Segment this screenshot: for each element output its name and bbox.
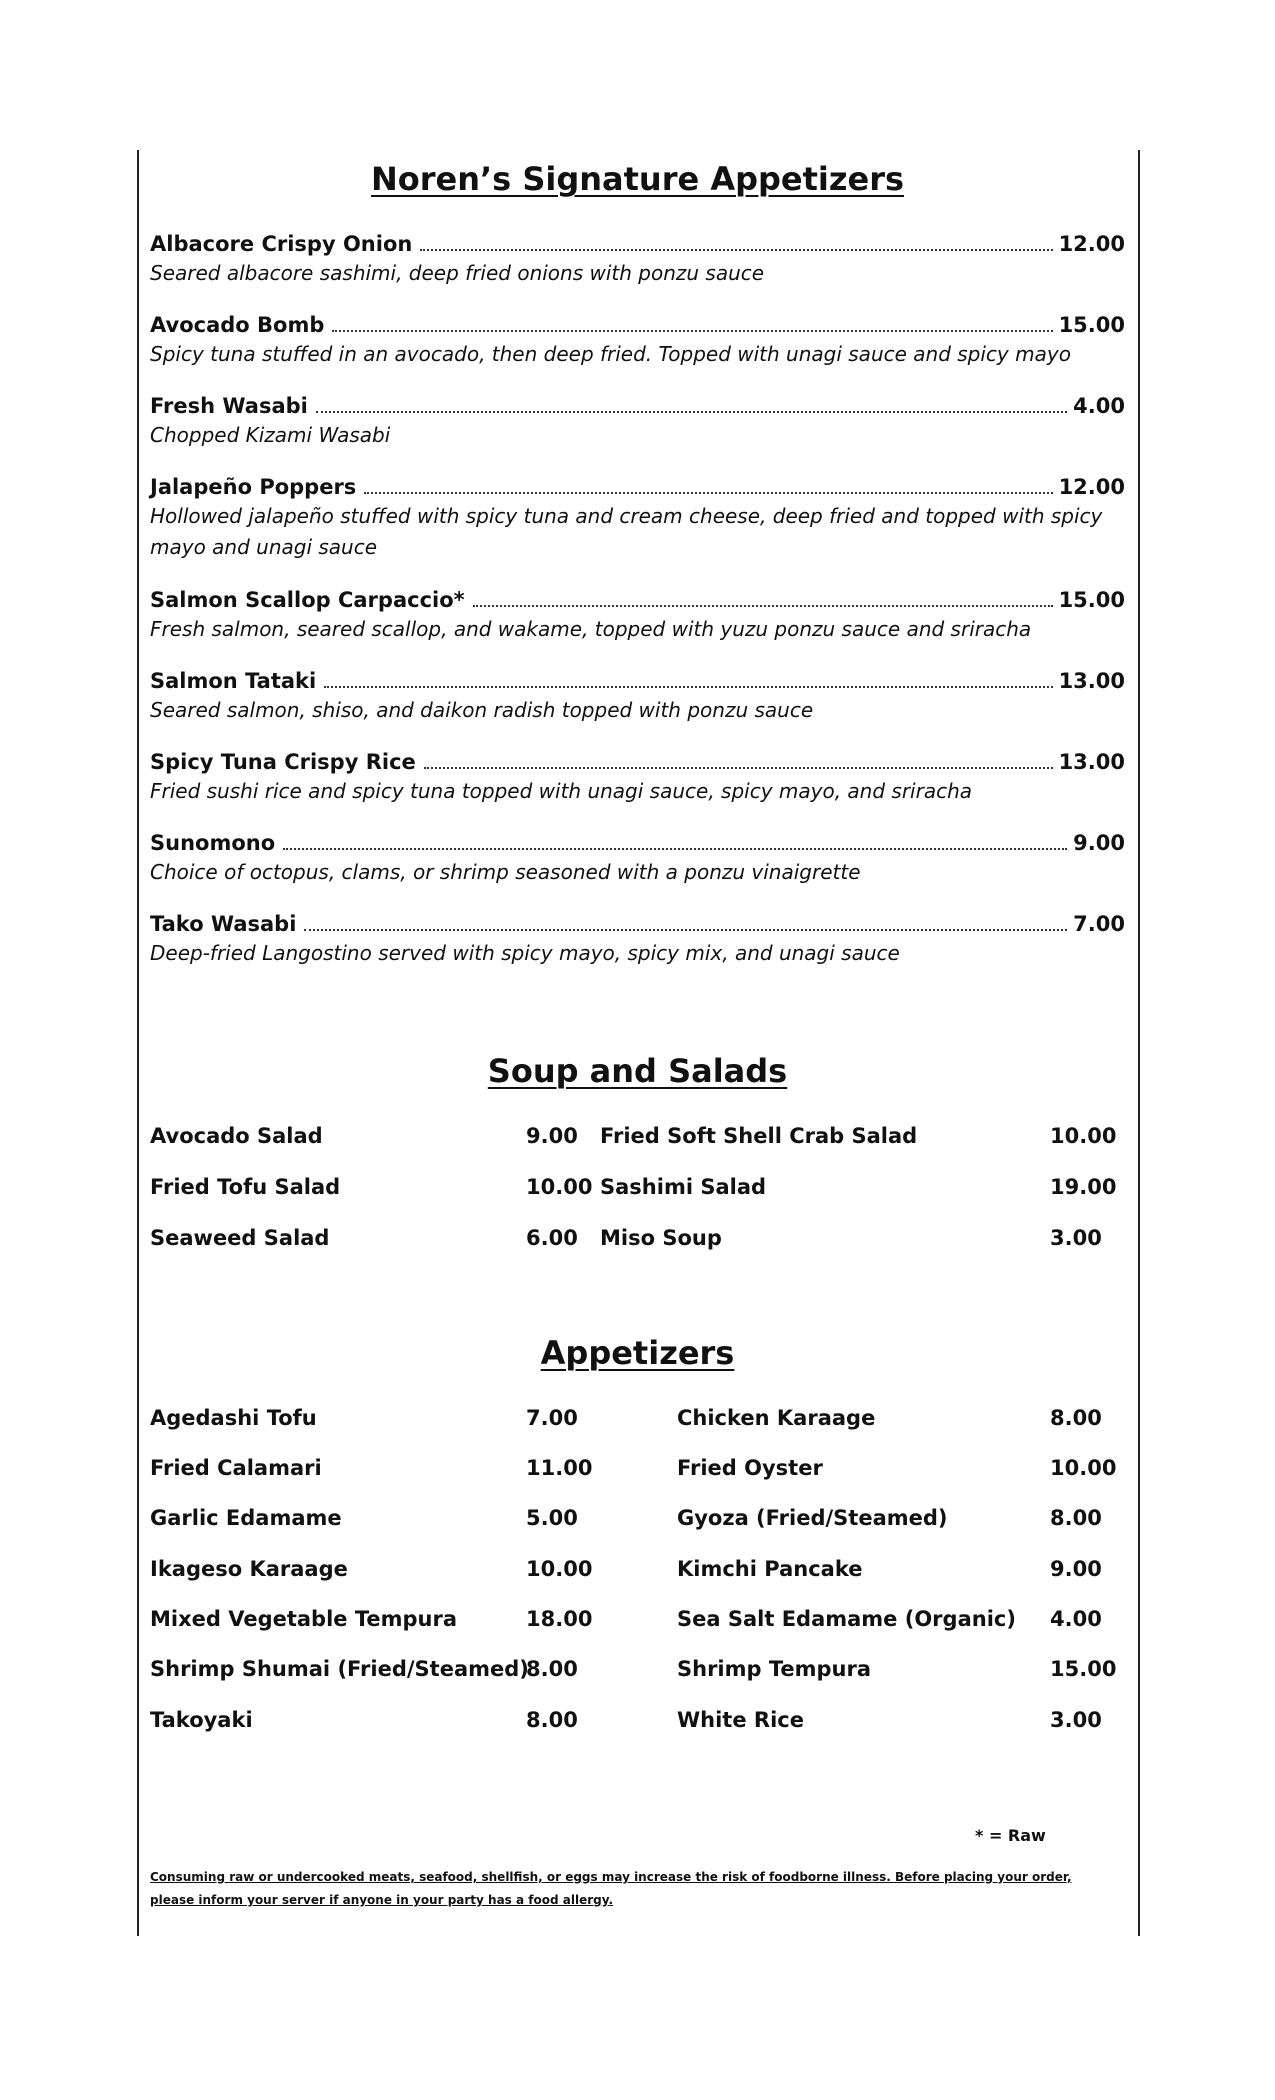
item-description: Choice of octopus, clams, or shrimp seasoned with a ponzu vinaigrette	[150, 860, 861, 884]
soups-section-title: Soup and Salads	[487, 1052, 788, 1090]
raw-legend: * = Raw	[975, 1826, 1046, 1845]
item-name: Avocado Salad	[150, 1124, 323, 1148]
item-name: Shrimp Shumai (Fried/Steamed)	[150, 1657, 529, 1681]
item-price: 10.00	[1050, 1124, 1117, 1148]
dot-leader	[316, 411, 1067, 413]
menu-row	[150, 1708, 1125, 1738]
left-border-line	[137, 150, 139, 1936]
item-price: 3.00	[1050, 1708, 1102, 1732]
item-price: 7.00	[526, 1406, 578, 1430]
item-description: Hollowed jalapeño stuffed with spicy tuna and cream cheese, deep fried and topped with spicy mayo and unagi sauce	[150, 504, 1103, 559]
menu-row	[150, 1657, 1125, 1687]
dot-leader	[324, 686, 1052, 688]
dot-leader	[424, 767, 1053, 769]
menu-item	[150, 750, 1125, 807]
item-description: Fresh salmon, seared scallop, and wakame, topped with yuzu ponzu sauce and sriracha	[150, 617, 1032, 641]
dot-leader	[364, 492, 1052, 494]
item-name: Mixed Vegetable Tempura	[150, 1607, 458, 1631]
item-name: White Rice	[677, 1708, 804, 1732]
menu-item	[150, 669, 1125, 726]
item-name: Seaweed Salad	[150, 1226, 330, 1250]
item-price: 11.00	[526, 1456, 593, 1480]
item-name: Fresh Wasabi	[150, 394, 308, 418]
item-price: 6.00	[526, 1226, 578, 1250]
item-name: Miso Soup	[600, 1226, 722, 1250]
item-price: 5.00	[526, 1506, 578, 1530]
item-name: Sashimi Salad	[600, 1175, 767, 1199]
menu-row	[150, 1506, 1125, 1536]
item-description: Seared albacore sashimi, deep fried onions with ponzu sauce	[150, 261, 765, 285]
signature-section-title: Noren’s Signature Appetizers	[370, 160, 905, 198]
menu-item	[150, 232, 1125, 289]
item-name: Fried Soft Shell Crab Salad	[600, 1124, 918, 1148]
item-name: Sea Salt Edamame (Organic)	[677, 1607, 1016, 1631]
item-name: Tako Wasabi	[150, 912, 297, 936]
menu-row	[150, 1226, 1125, 1256]
item-description: Deep-fried Langostino served with spicy mayo, spicy mix, and unagi sauce	[150, 941, 900, 965]
item-price: 9.00	[526, 1124, 578, 1148]
item-name: Agedashi Tofu	[150, 1406, 317, 1430]
dot-leader	[332, 330, 1052, 332]
dot-leader	[304, 929, 1067, 931]
item-name: Albacore Crispy Onion	[150, 232, 413, 256]
item-price: 9.00	[1073, 831, 1125, 855]
item-name: Ikageso Karaage	[150, 1557, 348, 1581]
item-name: Salmon Tataki	[150, 669, 317, 693]
menu-item	[150, 588, 1125, 645]
menu-row	[150, 1124, 1125, 1154]
menu-row	[150, 1456, 1125, 1486]
item-name: Fried Tofu Salad	[150, 1175, 341, 1199]
item-price: 10.00	[526, 1557, 593, 1581]
appetizers-section-title: Appetizers	[540, 1334, 735, 1372]
dot-leader	[283, 848, 1067, 850]
item-name: Shrimp Tempura	[677, 1657, 872, 1681]
item-price: 19.00	[1050, 1175, 1117, 1199]
menu-row	[150, 1557, 1125, 1587]
item-price: 10.00	[1050, 1456, 1117, 1480]
item-description: Fried sushi rice and spicy tuna topped with unagi sauce, spicy mayo, and sriracha	[150, 779, 973, 803]
item-name: Garlic Edamame	[150, 1506, 342, 1530]
item-name: Takoyaki	[150, 1708, 253, 1732]
item-name: Jalapeño Poppers	[150, 475, 357, 499]
item-name: Avocado Bomb	[150, 313, 325, 337]
item-price: 12.00	[1058, 475, 1125, 499]
menu-row	[150, 1175, 1125, 1205]
right-border-line	[1138, 150, 1140, 1936]
item-price: 4.00	[1050, 1607, 1102, 1631]
food-safety-disclaimer: Consuming raw or undercooked meats, seafood, shellfish, or eggs may increase the risk of foodborne illness. Before placing your order, please inform your server if anyone in your party has a food allergy.	[150, 1870, 1072, 1907]
item-name: Spicy Tuna Crispy Rice	[150, 750, 416, 774]
item-name: Salmon Scallop Carpaccio*	[150, 588, 465, 612]
item-description: Seared salmon, shiso, and daikon radish topped with ponzu sauce	[150, 698, 814, 722]
item-price: 13.00	[1058, 669, 1125, 693]
item-price: 8.00	[1050, 1406, 1102, 1430]
item-price: 8.00	[1050, 1506, 1102, 1530]
item-description: Spicy tuna stuffed in an avocado, then deep fried. Topped with unagi sauce and spicy mayo	[150, 342, 1071, 366]
item-name: Fried Calamari	[150, 1456, 322, 1480]
dot-leader	[473, 605, 1053, 607]
item-price: 12.00	[1058, 232, 1125, 256]
item-price: 7.00	[1073, 912, 1125, 936]
item-price: 18.00	[526, 1607, 593, 1631]
item-name: Gyoza (Fried/Steamed)	[677, 1506, 948, 1530]
menu-row	[150, 1607, 1125, 1637]
item-price: 10.00	[526, 1175, 593, 1199]
item-description: Chopped Kizami Wasabi	[150, 423, 391, 447]
item-price: 15.00	[1058, 313, 1125, 337]
item-price: 4.00	[1073, 394, 1125, 418]
menu-item	[150, 475, 1125, 563]
menu-item	[150, 831, 1125, 888]
menu-row	[150, 1406, 1125, 1436]
menu-item	[150, 394, 1125, 451]
item-price: 15.00	[1058, 588, 1125, 612]
item-price: 15.00	[1050, 1657, 1117, 1681]
menu-item	[150, 912, 1125, 969]
item-name: Kimchi Pancake	[677, 1557, 863, 1581]
item-price: 13.00	[1058, 750, 1125, 774]
item-name: Chicken Karaage	[677, 1406, 876, 1430]
menu-item	[150, 313, 1125, 370]
item-price: 8.00	[526, 1708, 578, 1732]
item-name: Fried Oyster	[677, 1456, 823, 1480]
item-price: 8.00	[526, 1657, 578, 1681]
item-name: Sunomono	[150, 831, 276, 855]
item-price: 9.00	[1050, 1557, 1102, 1581]
dot-leader	[420, 249, 1052, 251]
item-price: 3.00	[1050, 1226, 1102, 1250]
